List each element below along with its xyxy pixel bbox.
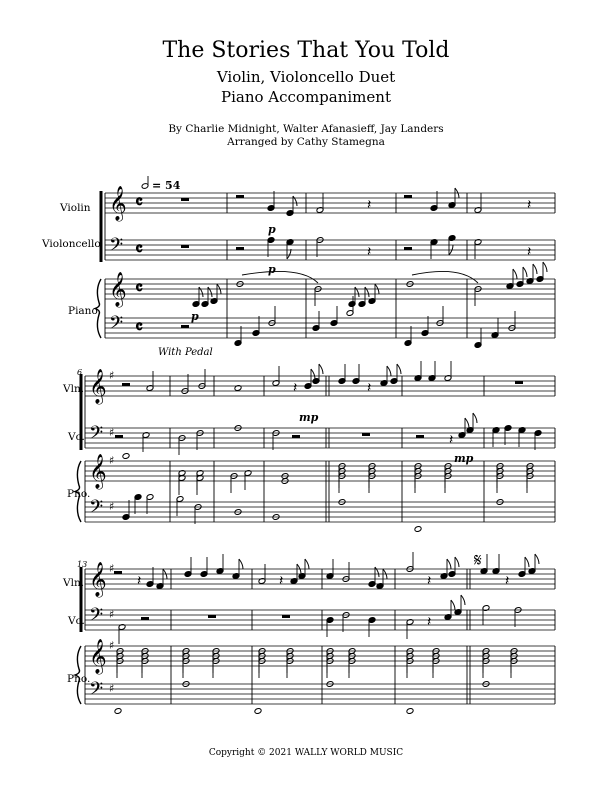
rest-icon xyxy=(416,435,424,438)
note-flag xyxy=(305,559,309,569)
note-flag xyxy=(523,267,527,277)
instrument-label-violin-short: Vln. xyxy=(63,577,85,589)
treble-clef-icon: 𝄞 xyxy=(89,639,107,674)
instrument-label-cello-short: Vc. xyxy=(68,431,85,443)
rest-icon xyxy=(181,198,189,201)
score-title: The Stories That You Told xyxy=(162,38,450,63)
measure-number: 13 xyxy=(77,560,88,569)
instrument-label-violin: Violin xyxy=(60,202,91,214)
measure-number: 6 xyxy=(77,368,83,377)
key-sharp-icon: ♯ xyxy=(109,500,115,513)
tie xyxy=(242,271,318,283)
dynamic-mezzo-piano: mp xyxy=(454,452,474,465)
note-flag xyxy=(451,600,455,610)
bass-clef-icon: 𝄢 xyxy=(89,497,104,522)
note-flag xyxy=(287,249,291,259)
note-head xyxy=(114,708,122,715)
dynamic-piano: p xyxy=(268,263,276,276)
bass-clef-icon: 𝄢 xyxy=(89,679,104,704)
treble-clef-icon: 𝄞 xyxy=(109,272,127,307)
rest-icon: 𝄽 xyxy=(527,197,532,213)
composer-credits: By Charlie Midnight, Walter Afanasieff, Jay Landers xyxy=(168,123,444,135)
time-signature-icon: 𝄴 xyxy=(135,317,144,338)
note-flag xyxy=(239,559,243,569)
rest-icon xyxy=(236,247,244,250)
note-flag xyxy=(387,366,391,376)
note-flag xyxy=(513,269,517,279)
pedal-instruction: With Pedal xyxy=(158,347,213,358)
note-flag xyxy=(293,196,297,206)
rest-icon xyxy=(141,617,149,620)
dynamic-piano: p xyxy=(268,223,276,236)
copyright-notice: Copyright © 2021 WALLY WORLD MUSIC xyxy=(208,748,404,758)
bass-clef-icon: 𝄢 xyxy=(109,313,124,338)
rest-icon: 𝄽 xyxy=(427,614,432,630)
note-head xyxy=(406,708,414,715)
barlines xyxy=(170,193,555,704)
time-signature-icon: 𝄴 xyxy=(135,192,144,213)
note-flag xyxy=(208,287,212,297)
key-sharp-icon: ♯ xyxy=(109,454,115,467)
tempo-value: = 54 xyxy=(152,179,181,192)
note-flag xyxy=(461,595,465,605)
key-sharp-icon: ♯ xyxy=(109,608,115,621)
instrument-label-piano: Piano xyxy=(68,305,98,317)
instrument-label-piano-short: Pno. xyxy=(67,488,91,500)
note-flag xyxy=(535,554,539,564)
rest-icon: 𝄽 xyxy=(449,432,454,448)
rest-icon xyxy=(282,615,290,618)
instrument-label-violin-short: Vln. xyxy=(63,383,85,395)
rest-icon: 𝄽 xyxy=(527,244,532,260)
tie xyxy=(412,271,478,283)
note-flag xyxy=(375,567,379,577)
rest-icon: 𝄽 xyxy=(137,573,142,589)
note-flag xyxy=(525,557,529,567)
instrument-label-piano-short: Pno. xyxy=(67,673,91,685)
note-flag xyxy=(533,264,537,274)
key-sharp-icon: ♯ xyxy=(109,639,115,652)
note-flag xyxy=(311,369,315,379)
segno-sign: 𝄋 xyxy=(474,550,482,571)
rest-icon: 𝄽 xyxy=(279,573,284,589)
treble-clef-icon: 𝄞 xyxy=(109,186,127,221)
notes xyxy=(89,186,547,714)
note-flag xyxy=(355,287,359,297)
note-flag xyxy=(473,413,477,423)
rest-icon xyxy=(114,571,122,574)
arranger-credits: Arranged by Cathy Stamegna xyxy=(227,136,385,148)
rest-icon: 𝄽 xyxy=(367,197,372,213)
time-signature-icon: 𝄴 xyxy=(135,239,144,260)
note-head xyxy=(122,453,130,460)
dynamic-piano: p xyxy=(191,310,199,323)
bass-clef-icon: 𝄢 xyxy=(109,235,124,260)
rest-icon xyxy=(404,195,412,198)
note-flag xyxy=(447,559,451,569)
bass-clef-icon: 𝄢 xyxy=(89,423,104,448)
instrument-label-cello-short: Vc. xyxy=(68,615,85,627)
key-sharp-icon: ♯ xyxy=(109,426,115,439)
rest-icon: 𝄽 xyxy=(367,380,372,396)
note-flag xyxy=(465,418,469,428)
rest-icon xyxy=(181,245,189,248)
note-flag xyxy=(319,364,323,374)
key-sharp-icon: ♯ xyxy=(109,369,115,382)
note-head xyxy=(234,385,242,392)
instrument-label-violoncello: Violoncello xyxy=(42,238,101,250)
note-flag xyxy=(365,287,369,297)
note-head xyxy=(414,526,422,533)
rest-icon: 𝄽 xyxy=(367,244,372,260)
bass-clef-icon: 𝄢 xyxy=(89,605,104,630)
note-flag xyxy=(543,262,547,272)
note-head xyxy=(254,708,262,715)
treble-clef-icon: 𝄞 xyxy=(89,454,107,489)
rest-icon xyxy=(115,435,123,438)
rest-icon xyxy=(122,383,130,386)
rest-icon xyxy=(292,435,300,438)
score-subtitle-instruments: Violin, Violoncello Duet xyxy=(216,68,396,86)
time-signature-icon: 𝄴 xyxy=(135,278,144,299)
key-sharp-icon: ♯ xyxy=(109,682,115,695)
treble-clef-icon: 𝄞 xyxy=(89,562,107,597)
rest-icon xyxy=(181,325,189,328)
rest-icon: 𝄽 xyxy=(293,380,298,396)
rest-icon xyxy=(404,247,412,250)
rest-icon: 𝄽 xyxy=(427,573,432,589)
staff-lines xyxy=(85,193,555,704)
rest-icon xyxy=(208,615,216,618)
rest-icon: 𝄽 xyxy=(505,573,510,589)
note-flag xyxy=(199,287,203,297)
dynamic-mezzo-piano: mp xyxy=(299,411,319,424)
rest-icon xyxy=(362,433,370,436)
key-sharp-icon: ♯ xyxy=(109,562,115,575)
score-subtitle-accompaniment: Piano Accompaniment xyxy=(221,88,391,106)
tempo-marking xyxy=(141,176,180,192)
rest-icon xyxy=(515,381,523,384)
note-flag xyxy=(397,364,401,374)
treble-clef-icon: 𝄞 xyxy=(89,369,107,404)
note-flag xyxy=(455,557,459,567)
rest-icon xyxy=(236,195,244,198)
